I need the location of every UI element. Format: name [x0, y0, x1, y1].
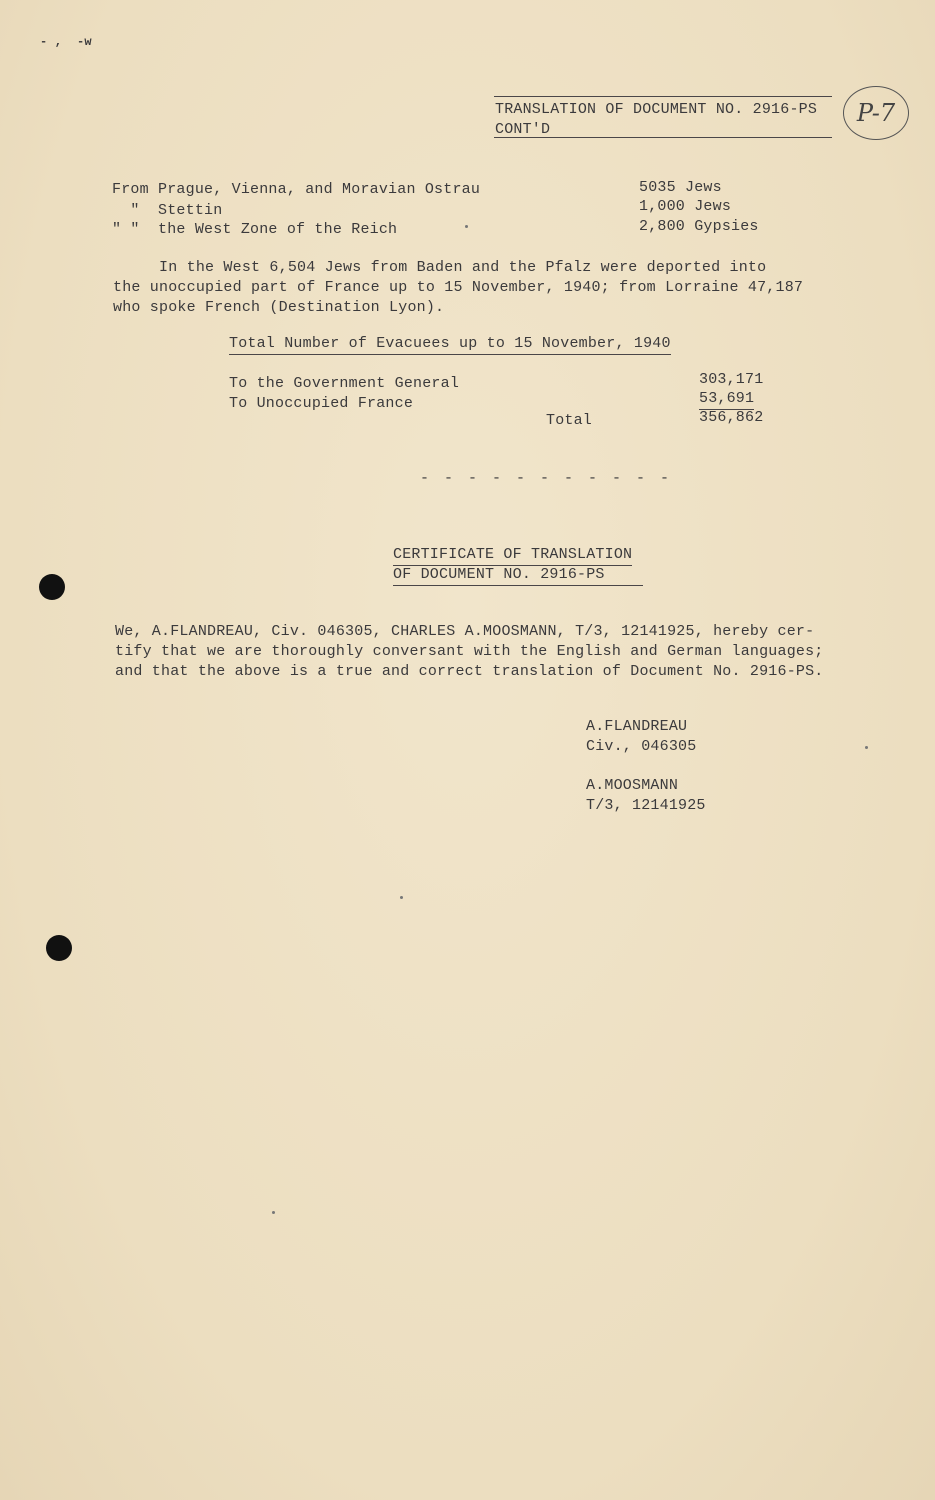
certificate-title-1: CERTIFICATE OF TRANSLATION [393, 545, 632, 566]
page-number-stamp: P-7 [843, 86, 909, 140]
certificate-text-1: We, A.FLANDREAU, Civ. 046305, CHARLES A.MOOSMANN, T/3, 12141925, hereby cer- [115, 623, 815, 640]
certificate-text-3: and that the above is a true and correct translation of Document No. 2916-PS. [115, 663, 824, 680]
deportation-source-3: " " the West Zone of the Reich [112, 221, 398, 238]
deportation-count-1: 5035 Jews [639, 179, 722, 196]
separator-line: - - - - - - - - - - - [420, 470, 673, 487]
deportation-source-1: From Prague, Vienna, and Moravian Ostrau [112, 181, 481, 198]
totals-total-value: 356,862 [699, 409, 764, 426]
paragraph-line-1: In the West 6,504 Jews from Baden and the Pfalz were deported into [113, 259, 767, 276]
punch-hole-top [39, 574, 65, 600]
punch-hole-bottom [46, 935, 72, 961]
signature-1-name: A.FLANDREAU [586, 718, 688, 735]
totals-row-label-1: To the Government General [229, 375, 460, 392]
corner-marks: - , -w [40, 35, 92, 49]
signature-2-name: A.MOOSMANN [586, 777, 679, 794]
paper-speck [465, 225, 468, 228]
deportation-count-3: 2,800 Gypsies [639, 218, 759, 235]
paper-speck [865, 746, 868, 749]
header-contd: CONT'D [495, 121, 551, 138]
totals-heading: Total Number of Evacuees up to 15 November, 1940 [229, 334, 671, 355]
paper-speck [400, 896, 403, 899]
deportation-source-2: " Stettin [112, 202, 223, 219]
totals-row-value-2: 53,691 [699, 389, 754, 410]
certificate-text-2: tify that we are thoroughly conversant with the English and German languages; [115, 643, 824, 660]
paragraph-line-2: the unoccupied part of France up to 15 November, 1940; from Lorraine 47,187 [113, 279, 804, 296]
totals-row-value-1: 303,171 [699, 371, 764, 388]
header-title: TRANSLATION OF DOCUMENT NO. 2916-PS [495, 101, 818, 118]
signature-1-id: Civ., 046305 [586, 738, 697, 755]
paragraph-line-3: who spoke French (Destination Lyon). [113, 299, 445, 316]
totals-row-label-2: To Unoccupied France [229, 395, 414, 412]
certificate-title-2: OF DOCUMENT NO. 2916-PS [393, 565, 643, 586]
totals-total-label: Total [546, 412, 593, 429]
paper-speck [272, 1211, 275, 1214]
deportation-count-2: 1,000 Jews [639, 198, 732, 215]
signature-2-id: T/3, 12141925 [586, 797, 706, 814]
